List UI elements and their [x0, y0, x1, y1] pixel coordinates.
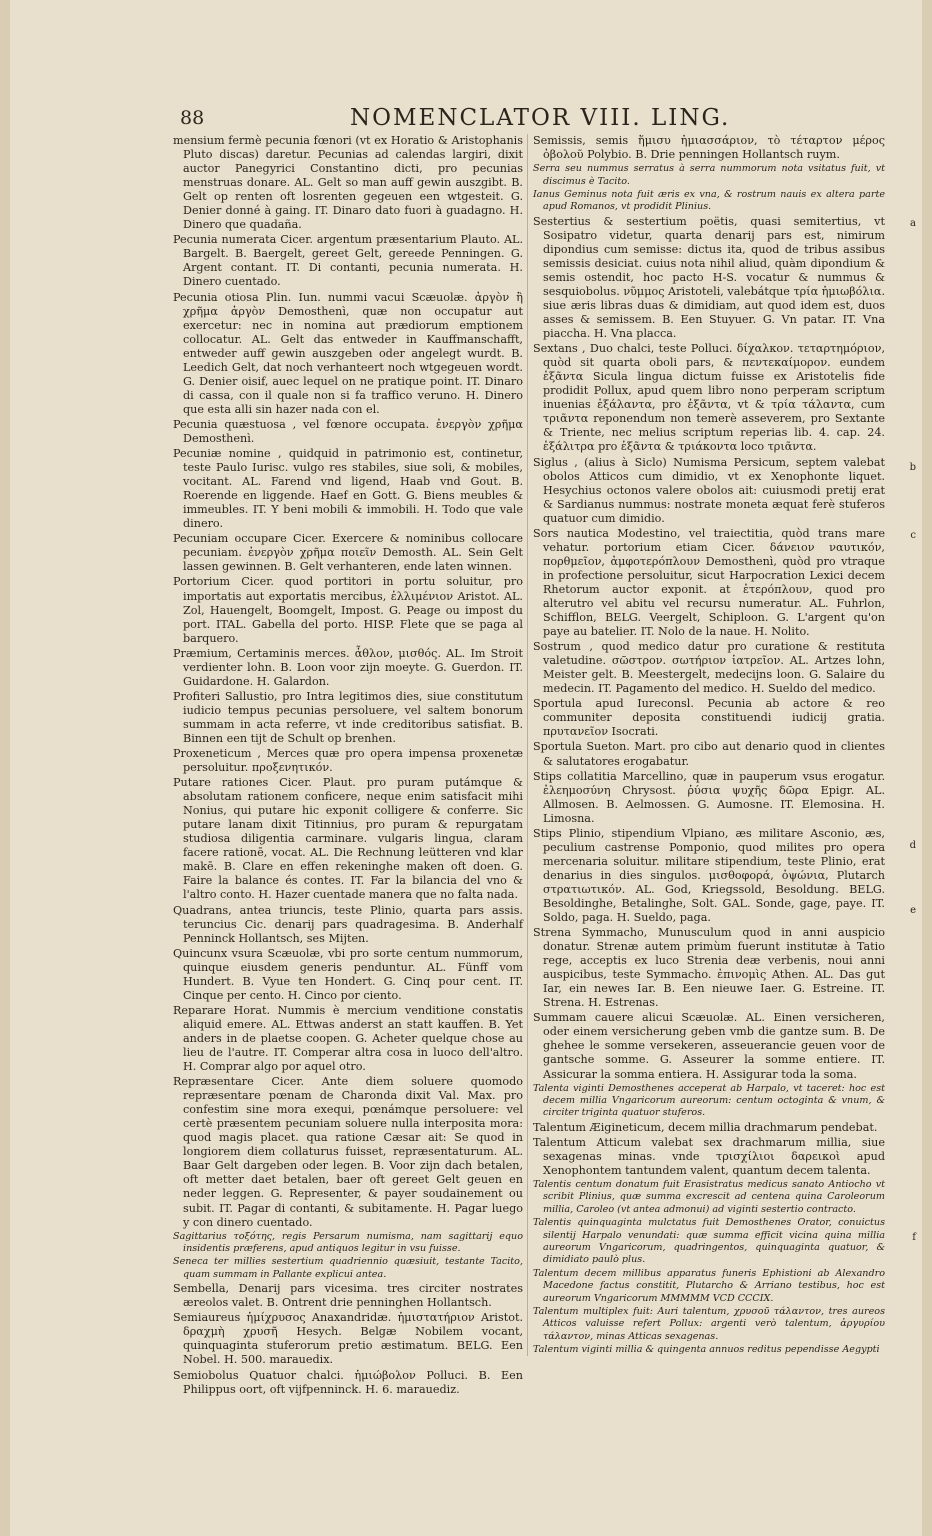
- dictionary-entry: [533, 215, 885, 341]
- dictionary-entry: [173, 776, 523, 902]
- entry-headword: Repræsentare: [173, 1075, 254, 1089]
- entry-text: Cicer. Exercere & nominibus collocare pecuniam. ἐνεργὸν χρῆμα ποιεῖν Demosth. AL. Sein Gelt lassen gewinnen. B. Gelt verhanteren, ende laten winnen.: [183, 532, 523, 574]
- entry-headword: Semiobolus: [173, 1368, 239, 1382]
- entry-text: Cicer. Ante diem soluere quomodo repræsentare pœnam de Charonda dixit Val. Max. pro confestim sine mora exequi, pœnámque persoluere: vel certè præsentem pecuniam soluere nulla interposita mora: quod magis placet. qua ratione Cæsar ait: Se quod in longiorem diem collaturus fuisset, repræsentaturum. AL. Baar Gelt dargeben oder legen. B. Voor zijn dach betalen, oft metter daet betalen, baer oft gereet Gelt geuen en neder leggen. G. Representer, & payer soudainement ou subit. IT. Pagar di contanti, & subitamente. H. Pagar luego y con dinero cuentado.: [183, 1075, 523, 1229]
- right-column: [533, 134, 885, 1358]
- dictionary-entry: [173, 1282, 523, 1310]
- dictionary-entry: [533, 770, 885, 826]
- entry-text: Serra seu nummus serratus à serra nummorum nota vsitatus fuit, vt discimus è Tacito.: [533, 163, 885, 187]
- dictionary-entry: [533, 1306, 885, 1343]
- entry-text: antea triuncis, teste Plinio, quarta pars assis. teruncius Cic. denarij pars quadragesima. B. Anderhalf Penninck Hollantsch, ses Mijten.: [183, 903, 523, 945]
- entry-headword: Pecuniæ nomine: [173, 447, 271, 461]
- entry-text: mensium fermè pecunia fœnori (vt ex Horatio & Aristophanis Pluto discas) daretur. Pecunias ad calendas largiri, dixit auctor Panegyrici Constantino dicti, pro pecunias menstruas donare. AL. Gelt so man auff gewin auszgibt. B. Gelt op renten oft losrenten gegeuen een wtgesteit. G. Denier donné à gaing. IT. Dinaro dato fuori à guadagno. H. Dinero que quadaña.: [173, 134, 523, 232]
- entry-text: Sagittarius τοξότης, regis Persarum numisma, nam sagittarij equo insidentis præferens, apud antiquos legitur in vsu fuisse.: [173, 1230, 523, 1255]
- entry-headword: Stips collatitia: [533, 769, 617, 783]
- dictionary-entry: [173, 690, 523, 746]
- dictionary-entry: [173, 904, 523, 946]
- dictionary-entry: [533, 1179, 885, 1216]
- entry-text: Sueton. Mart. pro cibo aut denario quod in clientes & salutatores erogabatur.: [543, 740, 885, 768]
- dictionary-entry: [173, 1231, 523, 1256]
- dictionary-entry: [173, 1075, 523, 1230]
- entry-headword: Sportula: [533, 740, 582, 754]
- dictionary-entry: [533, 640, 885, 696]
- entry-text: Plinio, stipendium Vlpiano, æs militare Asconio, æs, peculium castrense Pomponio, quod milites pro opera mercenaria soluitur. militare stipendium, teste Plinio, erat denarius in dies singulos. μισθοφορά, ὀψώνια, Plutarch στρατιωτικόν. AL. God, Kriegssold, Besoldung. BELG. Besoldinghe, Betalinghe, Solt. GAL. Sonde, gage, paye. IT. Soldo, paga. H. Sueldo, paga.: [543, 826, 885, 925]
- entry-text: Ianus Geminus nota fuit æris ex vna, & rostrum nauis ex altera parte apud Romanos, vt prodidit Plinius.: [533, 188, 885, 213]
- dictionary-entry: [533, 926, 885, 1010]
- entry-headword: Siglus: [533, 455, 568, 469]
- entry-text: decem millia drachmarum pendebat.: [668, 1120, 878, 1134]
- entry-headword: Pecunia quæstuosa: [173, 417, 286, 431]
- entry-headword: Sestertius: [533, 214, 591, 228]
- entry-headword: Semissis, semis: [533, 134, 629, 147]
- page-title: NOMENCLATOR VIII. LING.: [350, 105, 731, 131]
- margin-note: e: [910, 905, 916, 916]
- dictionary-entry: [533, 697, 885, 739]
- entry-text: , quod medico datur pro curatione & restituta valetudine. σῶστρον. σωτήριον ἰατρεῖον. AL. Artzes lohn, Meister gelt. B. Meestergelt, medecijns loon. G. Salaire du medecin. IT. Pagamento del medico. H. Sueldo del medico.: [543, 640, 885, 696]
- dictionary-entry: [173, 134, 523, 232]
- dictionary-entry: [173, 1004, 523, 1074]
- entry-text: , Merces quæ pro opera impensa proxenetæ persoluitur. προξενητικόν.: [183, 747, 523, 775]
- entry-text: Marcellino, quæ in pauperum vsus erogatur. ἐλεημοσύνη Chrysost. ῥύσια ψυχῆς δῶρα Epigr. AL. Allmosen. B. Aelmossen. G. Aumosne. IT. Elemosina. H. Limosna.: [543, 769, 886, 825]
- entry-text: & sestertium poëtis, quasi semitertius, vt Sosipatro videtur, quarta denarij pars est, nimirum dipondius cum semisse: dictus ita, quod de tribus assibus semissis desiciat. cuius nota nihil aliud, quàm dipondium & semis ostendit, hoc pacto H-S. vocatur & nummus & sesquiobolus. νῦμμος Aristoteli, valebátque τρία ἡμιωβόλια. siue æris libras duas & dimidiam, aut quod idem est, duos asses & semissem. B. Een Stuyuer. G. Vn patar. IT. Vna piaccha. H. Vna placca.: [543, 214, 885, 341]
- margin-note: b: [909, 462, 916, 473]
- entry-headword: Talentum Atticum: [533, 1135, 641, 1149]
- entry-headword: Sextans: [533, 342, 578, 356]
- entry-headword: Sostrum: [533, 640, 581, 654]
- dictionary-entry: [533, 740, 885, 768]
- page-header: [180, 105, 880, 135]
- entry-headword: Stips: [533, 826, 562, 840]
- entry-text: , (alius à Siclo) Numisma Persicum, septem valebat obolos Atticos cum dimidio, vt ex Xenophonte liquet. Hesychius octonos valere obolos ait: cuiusmodi pretij erat & Sardianus nummus: nostrate moneta æquat ferè stuferos quatuor cum dimidio.: [543, 455, 885, 525]
- dictionary-entry: [173, 418, 523, 446]
- entry-text: valebat sex drachmarum millia, siue sexagenas minas. vnde τρισχίλιοι δαρεικοὶ apud Xenophontem tantundem valent, quantum decem talenta.: [543, 1135, 885, 1177]
- margin-note: c: [910, 530, 916, 541]
- entry-text: , quidquid in patrimonio est, continetur, teste Paulo Iurisc. vulgo res stabiles, siue soli, & mobiles, vocitant. AL. Farend vnd ligend, Haab vnd Gout. B. Roerende en liggende. Haef en Gott. G. Biens meubles & immeubles. IT. Y beni mobili & immobili. H. Todo que vale dinero.: [183, 447, 523, 531]
- entry-text: Certaminis merces. ἆθλον, μισθός. AL. Im Stroit verdienter lohn. B. Loon voor zijn moeyte. G. Guerdon. IT. Guidardone. H. Galardon.: [183, 646, 523, 688]
- entry-text: ἥμισυ ἡμιασσάριον, τὸ τέταρτον μέρος ὀβολοῦ Polybio. B. Drie penningen Hollantsch ruym.: [543, 134, 885, 162]
- dictionary-entry: [173, 575, 523, 645]
- dictionary-entry: [173, 647, 523, 689]
- dictionary-entry: [533, 1121, 885, 1135]
- entry-text: Cicer. Plaut. pro puram putámque & absolutam rationem conficere, neque enim satisfacit mihi Nonius, qui putare hic exponit colligere & conferre. Sic putare lanam dixit Titinnius, pro puram & repurgatam studiosa diligentia carminare. vulgaris lingua, claram facere rationē, vocat. AL. Die Rechnung leütteren vnd klar makē. B. Clare en effen rekeninghe maken oft doen. G. Faire la balance és contes. IT. Far la bilancia del vno & l'altro conto. H. Hazer cuentade manera que no falta nada.: [183, 776, 523, 902]
- margin-note: a: [910, 218, 916, 229]
- dictionary-entry: [173, 1311, 523, 1367]
- entry-headword: Sembella,: [173, 1282, 230, 1296]
- entry-headword: Profiteri: [173, 689, 221, 703]
- entry-text: Symmacho, Munusculum quod in anni auspicio donatur. Strenæ autem primùm fuerunt institutæ à Tatio rege, acceptis ex luco Strenia deæ verbenis, noui anni auspicibus, teste Symmacho. ἐπινομὶς Athen. AL. Das gut Iar, ein newes Iar. B. Een nieuwe Iaer. G. Estreine. IT. Strena. H. Estrenas.: [543, 926, 885, 1010]
- entry-headword: Reparare: [173, 1003, 226, 1017]
- entry-headword: Quadrans,: [173, 903, 232, 917]
- entry-text: Modestino, vel traiectitia, quòd trans mare vehatur. portorium etiam Cicer. δάνειον ναυτικόν, πορθμεῖον, ἀμφοτερόπλουν Demosthenì, quòd pro vtraque in profectione persoluitur, sicut Harpocration Lexici decem Rhetorum auctor exponit. at ἑτερόπλουν, quod pro alterutro vel abitu vel recursu numeratur. AL. Fuhrlon, Schifflon, BELG. Veergelt, Schiploon. G. L'argent qu'on paye au batelier. IT. Nolo de la naue. H. Nolito.: [543, 526, 885, 639]
- dictionary-entry: [533, 1136, 885, 1178]
- entry-text: Talentis centum donatum fuit Erasistratus medicus sanato Antiocho vt scribit Plinius, quæ summa excrescit ad centena quina Caroleorum millia, Caroleo (vt antea admonui) ad viginti sestertio contracto.: [533, 1178, 885, 1215]
- left-column: [173, 134, 523, 1398]
- dictionary-entry: [533, 189, 885, 214]
- dictionary-entry: [173, 447, 523, 531]
- entry-headword: Semiaureus: [173, 1311, 241, 1325]
- dictionary-entry: [533, 1344, 885, 1356]
- entry-headword: Sors nautica: [533, 526, 609, 540]
- book-page: [10, 0, 922, 1536]
- dictionary-entry: [173, 747, 523, 775]
- dictionary-entry: [173, 291, 523, 417]
- dictionary-entry: [533, 134, 885, 162]
- dictionary-entry: [173, 532, 523, 574]
- entry-text: Cicer. argentum præsentarium Plauto. AL. Bargelt. B. Baergelt, gereet Gelt, gereede Penningen. G. Argent contant. IT. Di contanti, pecunia numerata. H. Dinero cuentado.: [183, 233, 524, 289]
- entry-text: Cicer. quod portitori in portu soluitur, pro importatis aut exportatis mercibus, ἐλλιμένιον Aristot. AL. Zol, Hauengelt, Boomgelt, Impost. G. Peage ou impost du port. ITAL. Gabella del porto. HISP. Flete que se paga al barquero.: [183, 575, 524, 645]
- dictionary-entry: [533, 342, 885, 454]
- entry-text: Talenta viginti Demosthenes acceperat ab Harpalo, vt taceret: hoc est decem millia Vngaricorum aureorum: centum octoginta & vnum, & circiter triginta quatuor stuferos.: [533, 1082, 885, 1119]
- dictionary-entry: [173, 1369, 523, 1397]
- entry-headword: Putare rationes: [173, 776, 269, 790]
- entry-headword: Talentum Æigineticum,: [533, 1120, 665, 1134]
- entry-text: Quatuor chalci. ἡμιώβολον Polluci. B. Een Philippus oort, oft vijfpenninck. H. 6. marauediz.: [183, 1368, 523, 1396]
- entry-headword: Pecunia otiosa: [173, 290, 259, 304]
- dictionary-entry: [173, 233, 523, 289]
- entry-text: alicui Scæuolæ. AL. Einen versicheren, oder einem versicherung geben vmb die gantze sum. B. De ghehee le somme versekeren, asseuerancie geuen voor de gantsche somme. G. Asseurer la somme entiere. IT. Assicurar la somma entiera. H. Assigurar toda la soma.: [543, 1011, 885, 1081]
- entry-headword: Sportula: [533, 697, 582, 711]
- entry-text: Talentis quinquaginta mulctatus fuit Demosthenes Orator, conuictus silentij Harpalo venundati: quæ summa efficit vicina quina millia aureorum Vngaricorum, quadringentos, quinquaginta quatuor, & dimidiato paulò plus.: [533, 1217, 885, 1266]
- dictionary-entry: [533, 1011, 885, 1081]
- entry-headword: Pecuniam occupare: [173, 532, 287, 546]
- column-divider: [527, 134, 528, 1356]
- entry-text: , Duo chalci, teste Polluci. δίχαλκον. τεταρτημόριον, quòd sit quarta oboli pars, & πεντεκαίμορον. eundem ἑξᾶντα Sicula lingua dictum fuisse ex Aristotelis fide prodidit Pollux, apud quem libro nono perperam scriptum inuenias ἑξάλαντα, pro ἑξᾶντα, vt & τρία τάλαντα, cum τριᾶντα reponendum non temerè asseverem, pro Sextante & Triente, nec melius scriptum reperias lib. 4. cap. 24. ἑξάλιτρα pro ἑξᾶντα & τριάκοντα loco τριᾶντα.: [543, 342, 885, 454]
- entry-text: Sallustio, pro Intra legitimos dies, siue constitutum iudicio tempus pecunias persoluere, vel saltem bonorum summam in acta referre, vt inde creditoribus satisfiat. B. Binnen een tijt de Schult op brenhen.: [183, 689, 523, 745]
- dictionary-entry: [533, 1268, 885, 1305]
- dictionary-entry: [533, 827, 885, 925]
- page-number: 88: [180, 107, 205, 129]
- entry-text: Scæuolæ, vbi pro sorte centum nummorum, quinque eiusdem generis penduntur. AL. Fünff vom Hundert. B. Vyue ten Hondert. G. Cinq pour cent. IT. Cinque per cento. H. Cinco por ciento.: [183, 946, 523, 1002]
- dictionary-entry: [533, 1217, 885, 1267]
- entry-headword: Quincunx vsura: [173, 946, 263, 960]
- entry-text: Talentum viginti millia & quingenta annuos reditus pependisse Aegypti: [533, 1344, 880, 1356]
- entry-text: Plin. Iun. nummi vacui Scæuolæ. ἀργὸν ἢ χρῆμα ἀργὸν Demosthenì, quæ non occupatur aut exercetur: nec in nomina aut prædiorum emptionem collocatur. AL. Gelt das entweder in Kauffmanschafft, entweder auff gewin auszgeben oder angelegt wurdt. B. Leedich Gelt, dat noch verhanteert noch wtgegeuen wordt. G. Denier oisif, auec lequel on ne pratique point. IT. Dinaro di cassa, con il quale non si fa traffico veruno. H. Dinero que esta alli sin hazer nada con el.: [183, 290, 523, 416]
- entry-text: , vel fœnore occupata. ἐνεργὸν χρῆμα Demosthenì.: [183, 417, 523, 445]
- entry-headword: Præmium,: [173, 646, 232, 660]
- dictionary-entry: [173, 1256, 523, 1281]
- entry-headword: Summam cauere: [533, 1011, 634, 1025]
- entry-text: Horat. Nummis è mercium venditione constatis aliquid emere. AL. Ettwas anderst an statt kauffen. B. Yet anders in de plaetse coopen. G. Acheter quelque chose au lieu de l'autre. IT. Comperar altra cosa in luoco dell'altro. H. Comprar algo por aquel otro.: [183, 1003, 523, 1074]
- entry-headword: Portorium: [173, 575, 231, 589]
- entry-text: apud Iureconsl. Pecunia ab actore & reo communiter deposita constituendi iudicij gratia. πρυτανεῖον Isocrati.: [543, 697, 885, 739]
- entry-text: ἡμίχρυσος Anaxandridæ. ἡμιστατήριον Aristot. δραχμὴ χρυσῆ Hesych. Belgæ Nobilem vocant, quinquaginta stuferorum pretio æstimatum. BELG. Een Nobel. H. 500. marauedix.: [183, 1311, 524, 1367]
- dictionary-entry: [173, 947, 523, 1003]
- entry-headword: Proxeneticum: [173, 747, 252, 761]
- entry-text: Seneca ter millies sestertium quadriennio quæsiuit, testante Tacito, quam summam in Pallante explicui antea.: [173, 1256, 523, 1280]
- entry-text: Denarij pars vicesima. tres circiter nostrates æreolos valet. B. Ontrent drie penninghen Hollantsch.: [183, 1282, 523, 1310]
- entry-text: Talentum decem millibus apparatus funeris Ephistioni ab Alexandro Macedone factus constitit, Plutarcho & Arriano testibus, hoc est aureorum Vngaricorum MMMMM VCD CCCIX.: [533, 1267, 885, 1304]
- entry-text: Talentum multiplex fuit: Auri talentum, χρυσοῦ τάλαντον, tres aureos Atticos valuisse refert Pollux: argenti verò talentum, ἀργυρίου τάλαντον, minas Atticas sexagenas.: [533, 1306, 885, 1342]
- margin-note: f: [912, 1232, 916, 1243]
- margin-note: d: [909, 840, 916, 851]
- dictionary-entry: [533, 527, 885, 639]
- entry-headword: Strena: [533, 926, 572, 940]
- dictionary-entry: [533, 456, 885, 526]
- entry-headword: Pecunia numerata: [173, 233, 277, 247]
- dictionary-entry: [533, 1083, 885, 1120]
- dictionary-entry: [533, 163, 885, 188]
